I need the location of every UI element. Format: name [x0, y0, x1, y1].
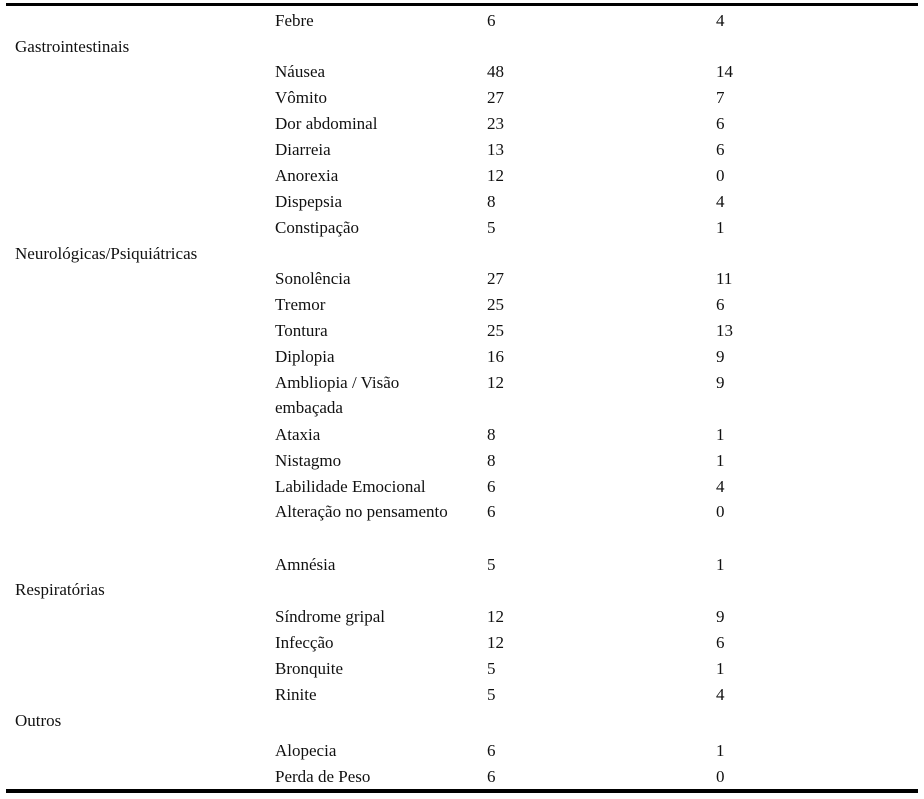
group-label: Respiratórias [15, 580, 105, 599]
event-name: Dispepsia [275, 192, 343, 211]
value-col-2: 0 [716, 767, 725, 786]
value-col-2: 6 [716, 295, 725, 314]
event-name: Infecção [275, 633, 334, 652]
value-col-1: 6 [487, 741, 496, 760]
value-col-1: 12 [487, 166, 504, 185]
event-name: Ataxia [275, 425, 321, 444]
value-col-1: 27 [487, 269, 504, 288]
group-label: Neurológicas/Psiquiátricas [15, 244, 198, 263]
value-col-2: 7 [716, 88, 725, 107]
event-name: Amnésia [275, 555, 336, 574]
value-col-2: 4 [716, 477, 725, 496]
value-col-2: 4 [716, 685, 725, 704]
value-col-1: 13 [487, 140, 504, 159]
value-col-2: 13 [716, 321, 733, 340]
value-col-1: 25 [487, 295, 504, 314]
value-col-1: 25 [487, 321, 504, 340]
event-name: Perda de Peso [275, 767, 371, 786]
event-name: Náusea [275, 62, 326, 81]
value-col-2: 1 [716, 741, 725, 760]
table-bottom-rule [6, 789, 918, 793]
event-name: Vômito [275, 88, 327, 107]
value-col-2: 1 [716, 659, 725, 678]
value-col-1: 12 [487, 373, 504, 392]
value-col-1: 12 [487, 633, 504, 652]
event-name: Labilidade Emocional [275, 477, 426, 496]
event-name: Diplopia [275, 347, 335, 366]
value-col-2: 6 [716, 140, 725, 159]
event-name: Dor abdominal [275, 114, 378, 133]
value-col-1: 27 [487, 88, 504, 107]
event-name: Anorexia [275, 166, 339, 185]
value-col-2: 9 [716, 607, 725, 626]
event-name: Síndrome gripal [275, 607, 386, 626]
value-col-1: 6 [487, 477, 496, 496]
value-col-1: 12 [487, 607, 504, 626]
value-col-2: 6 [716, 114, 725, 133]
value-col-2: 11 [716, 269, 733, 288]
value-col-1: 5 [487, 218, 496, 237]
event-name: Alteração no pensamento [275, 502, 448, 521]
value-col-1: 48 [487, 62, 504, 81]
value-col-1: 16 [487, 347, 504, 366]
value-col-1: 5 [487, 685, 496, 704]
value-col-1: 6 [487, 767, 496, 786]
value-col-1: 5 [487, 659, 496, 678]
event-name: Ambliopia / Visão embaçada [275, 373, 400, 417]
value-col-1: 23 [487, 114, 504, 133]
value-col-2: 1 [716, 218, 725, 237]
event-name: Constipação [275, 218, 360, 237]
event-name: Tremor [275, 295, 326, 314]
value-col-1: 8 [487, 192, 496, 211]
value-col-2: 4 [716, 11, 725, 30]
event-name: Febre [275, 11, 314, 30]
value-col-1: 5 [487, 555, 496, 574]
value-col-2: 1 [716, 451, 725, 470]
event-name: Nistagmo [275, 451, 342, 470]
event-name: Sonolência [275, 269, 351, 288]
event-name: Diarreia [275, 140, 331, 159]
value-col-2: 14 [716, 62, 733, 81]
value-col-2: 0 [716, 502, 725, 521]
event-name: Alopecia [275, 741, 337, 760]
group-label: Outros [15, 711, 62, 730]
value-col-2: 1 [716, 555, 725, 574]
value-col-1: 8 [487, 451, 496, 470]
event-name: Rinite [275, 685, 317, 704]
event-name: Bronquite [275, 659, 343, 678]
group-label: Gastrointestinais [15, 37, 130, 56]
value-col-2: 1 [716, 425, 725, 444]
value-col-2: 0 [716, 166, 725, 185]
value-col-1: 8 [487, 425, 496, 444]
event-name: Tontura [275, 321, 328, 340]
value-col-2: 9 [716, 373, 725, 392]
value-col-2: 4 [716, 192, 725, 211]
value-col-1: 6 [487, 11, 496, 30]
value-col-1: 6 [487, 502, 496, 521]
value-col-2: 6 [716, 633, 725, 652]
value-col-2: 9 [716, 347, 725, 366]
